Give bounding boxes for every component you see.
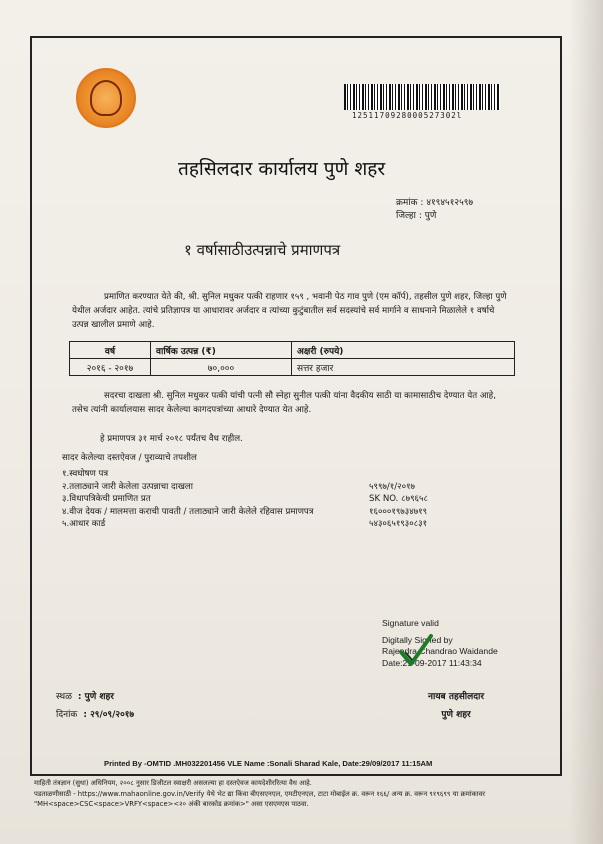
list-item: [62, 480, 512, 493]
document-label: ५.आधार कार्ड: [62, 519, 106, 529]
documents-list: [62, 467, 512, 530]
footer-line: पडताळणीसाठी - https://www.mahaonline.gov.in/Verify येथे भेट द्या किंवा बीएसएनएल, एमटीएनएल, टाटा मोबाईल क्र. वरून १६६/ अन्य क्र. वरून ९१९६९९ या क्रमांकावर: [34, 789, 486, 798]
signatory-location: पुणे शहर: [441, 710, 471, 720]
header-annual-income: वार्षिक उत्पन्न (₹): [151, 342, 292, 359]
signature-line-3: Date:29-09-2017 11:43:34: [382, 657, 482, 668]
page-edge-shadow: [569, 0, 603, 844]
document-value: SK NO. ८७९६५८: [369, 494, 428, 504]
document-label: ४.वीज देयक / मालमत्ता कराची पावती / तलाठ्याने जारी केलेले रहिवास प्रमाणपत्र: [62, 506, 314, 517]
document-label: १.स्वघोषण पत्र: [62, 469, 109, 479]
cell-income: ७०,०००: [151, 359, 292, 376]
verification-footer: [34, 778, 594, 810]
purpose-paragraph: सदरचा दाखला श्री. सुनिल मधुकर पत्की यांची पत्नी सौ स्नेहा सुनील पत्की यांना वैदकीय साठी या कामासाठीच देण्यात येत आहे, तसेच त्यांनी कार्यालयास सादर केलेल्या कागदपत्रांच्या आधारे देण्यात येत आहे.: [72, 391, 496, 415]
cell-words: सत्तर हजार: [292, 359, 515, 376]
district-value: पुणे: [424, 211, 437, 221]
signature-status: Signature valid: [382, 618, 439, 628]
list-item: [62, 505, 512, 518]
place-value: : पुणे शहर: [77, 692, 114, 702]
barcode: [344, 84, 500, 110]
document-value: ५९९७/१/२०१७: [369, 481, 416, 492]
signature-line-2: Rajendra Chandrao Waidande: [382, 646, 498, 656]
serial-value: ४१९४५१२५९७: [426, 198, 474, 208]
office-title: तहसिलदार कार्यालय पुणे शहर: [178, 158, 386, 180]
printed-by-line: Printed By -OMTID .MH032201456 VLE Name :Sonali Sharad Kale, Date:29/09/2017 11:15AM: [104, 759, 433, 768]
table-row: [70, 359, 515, 376]
government-seal-icon: [76, 68, 136, 128]
barcode-number: 1251170928000527302l: [352, 111, 463, 120]
document-label: २.तलाठ्याने जारी केलेला उत्पन्नाचा दाखला: [62, 481, 193, 492]
date-value: : २९/०९/२०१७: [83, 710, 135, 720]
district-label: जिल्हा: [396, 211, 416, 221]
certificate-title: १ वर्षासाठीउत्पन्नाचे प्रमाणपत्र: [184, 241, 341, 259]
footer-line: माहिती तंत्रज्ञान (सुधा) अधिनियम, २००८ नुसार डिजीटल स्वाक्षरी असलल्या हा दस्तऐवज कायदेशीररित्या वैध आहे.: [34, 779, 312, 787]
signature-check-icon: [397, 632, 435, 670]
validity-statement: हे प्रमाणपत्र ३१ मार्च २०१८ पर्यंतच वैध राहील.: [100, 434, 243, 444]
signatory-block: [428, 688, 484, 724]
certification-paragraph: प्रमाणित करण्यात येते की, श्री. सुनिल मधुकर पत्की राहणार १५९ , भवानी पेठ गाव पुणे (एम कॉर्प), तहसील पुणे शहर, जिल्हा पुणे येथील अर्जदार आहेत. त्यांचे प्रतिज्ञापत्र या आधारावर अर्जदार व त्यांच्या कुटुंबातील सर्व सदस्यांचे सर्व मार्गाने व साधनाने मिळालेले १ वर्षाचे उत्पन्न खालील प्रमाणे आहे.: [72, 292, 507, 330]
place-label: स्थळ: [56, 692, 72, 702]
footer-line: "MH<space>CSC<space>VRFY<space><२० अंकी बारकोड क्रमांक>" असा एसएमएस पाठवा.: [34, 800, 309, 808]
list-item: [62, 492, 512, 505]
list-item: [62, 517, 512, 530]
income-table: [69, 341, 515, 376]
document-label: ३.विधापत्रिकेची प्रमाणित प्रत: [62, 494, 151, 504]
cell-year: २०१६ - २०१७: [70, 359, 151, 376]
place-date-block: [56, 688, 134, 724]
header-in-words: अक्षरी (रुपये): [292, 342, 515, 359]
certificate-meta: क्रमांक : ४१९४५१२५९७ जिल्हा : पुणे: [396, 198, 474, 221]
list-item: [62, 467, 512, 480]
document-value: ५४३०६५१९३०८३१: [369, 519, 428, 529]
signatory-title: नायब तहसीलदार: [428, 692, 485, 702]
income-table-header: [70, 342, 515, 359]
documents-heading: सादर केलेल्या दस्तऐवज / पुराव्याचे तपशील: [62, 453, 197, 463]
signature-line-1: Digitally Signed by: [382, 634, 453, 645]
serial-label: क्रमांक: [396, 198, 418, 208]
header-year: वर्ष: [70, 342, 151, 359]
document-value: १६०००१९७३४७१९: [369, 506, 428, 517]
date-label: दिनांक: [56, 710, 78, 720]
